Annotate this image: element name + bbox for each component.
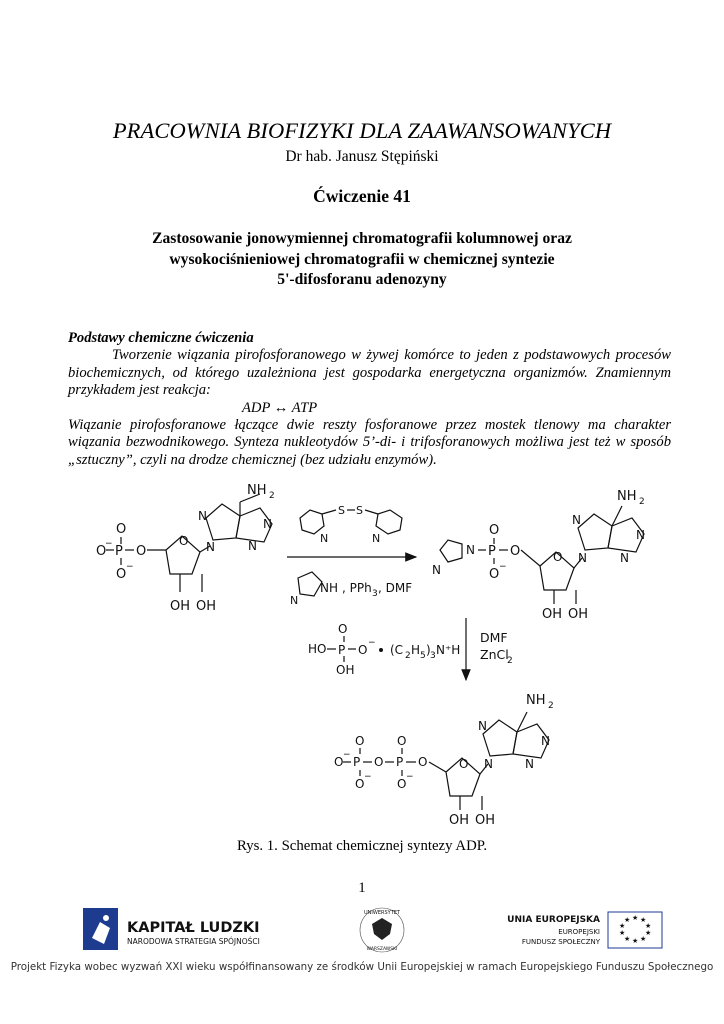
svg-text:★: ★ [624, 916, 631, 924]
svg-text:O: O [459, 757, 469, 771]
svg-text:O: O [355, 734, 365, 748]
kapital-ludzki-logo [83, 908, 260, 950]
svg-text:N⁺H: N⁺H [436, 643, 461, 657]
svg-text:N: N [620, 551, 629, 565]
svg-text:OH: OH [475, 813, 496, 828]
svg-text:★: ★ [640, 935, 647, 943]
svg-text:N: N [206, 540, 215, 554]
svg-text:N: N [541, 734, 550, 748]
svg-text:★: ★ [632, 937, 639, 945]
svg-text:): ) [426, 643, 431, 657]
svg-text:H: H [411, 643, 421, 657]
subscript-2: 2 [639, 497, 645, 507]
footer-logos [0, 900, 724, 960]
svg-text:5: 5 [420, 651, 426, 661]
university-ring-text: UNIWERSYTET [364, 910, 400, 916]
svg-text:O: O [338, 622, 348, 636]
university-seal-logo [360, 908, 404, 952]
svg-text:2: 2 [405, 651, 411, 661]
university-bottom-text: WARSZAWSKI [366, 947, 398, 952]
svg-text:O: O [116, 522, 127, 537]
svg-text:−: − [126, 562, 134, 572]
svg-text:O: O [489, 567, 500, 582]
subscript-2: 2 [507, 656, 513, 666]
reagent-pph-label: , PPh [342, 581, 372, 595]
svg-text:S: S [356, 504, 363, 517]
page-number: 1 [358, 880, 366, 896]
dipyridyl-disulfide [300, 504, 402, 545]
svg-text:O: O [510, 544, 521, 559]
svg-text:N: N [466, 543, 475, 557]
svg-text:−: − [406, 772, 414, 782]
eu-line3: FUNDUSZ SPOŁECZNY [521, 938, 600, 946]
svg-text:3: 3 [430, 651, 436, 661]
document-title: PRACOWNIA BIOFIZYKI DLA ZAAWANSOWANYCH [112, 118, 612, 143]
svg-text:NH: NH [320, 581, 338, 595]
svg-text:O: O [397, 777, 407, 791]
body-text [68, 330, 671, 469]
section-heading: Podstawy chemiczne ćwiczenia [68, 330, 254, 346]
svg-text:★: ★ [619, 922, 626, 930]
reaction-equation: ADP ↔ ATP [242, 399, 318, 416]
kapital-title: KAPITAŁ LUDZKI [127, 920, 260, 936]
svg-text:NH: NH [526, 693, 546, 708]
svg-text:−: − [364, 772, 372, 782]
svg-text:★: ★ [645, 929, 652, 937]
svg-text:NH: NH [247, 483, 267, 498]
synthesis-scheme [0, 470, 724, 830]
svg-text:P: P [115, 544, 123, 559]
svg-text:O: O [136, 544, 147, 559]
svg-text:−: − [343, 750, 351, 760]
condition-dmf: DMF [480, 630, 508, 645]
svg-text:OH: OH [196, 599, 217, 614]
svg-text:N: N [248, 539, 257, 553]
exercise-number: Ćwiczenie 41 [313, 186, 411, 206]
svg-text:O: O [397, 734, 407, 748]
svg-text:N: N [290, 594, 299, 607]
amp-molecule [96, 483, 275, 614]
svg-text:N: N [484, 757, 493, 771]
svg-text:P: P [396, 755, 404, 769]
svg-text:O: O [358, 643, 368, 657]
svg-text:N: N [572, 513, 581, 527]
author-name: Dr hab. Janusz Stępiński [285, 148, 439, 165]
svg-text:★: ★ [640, 916, 647, 924]
svg-text:N: N [636, 528, 645, 542]
eu-line2: EUROPEJSKI [558, 928, 600, 936]
svg-text:NH: NH [617, 489, 637, 504]
svg-text:N: N [263, 517, 272, 531]
svg-text:−: − [499, 562, 507, 572]
svg-text:O: O [553, 550, 563, 564]
paragraph: Tworzenie wiązania pirofosforanowego w żywej komórce to jeden z podstawowych procesów biochemicznych, od którego uzależniona jest gospodarka energetyczna organizmów. Znamiennym przykładem jest reakcja: [68, 347, 671, 399]
footer-project-text: Projekt Fizyka wobec wyzwań XXI wieku współfinansowany ze środków Unii Europejskiej w ramach Europejskiego Funduszu Społecznego [10, 961, 714, 973]
paragraph: Wiązanie pirofosforanowe łączące dwie reszty fosforanowe przez mostek tlenowy ma charakter wiązania bezwodnikowego. Synteza nukleotydów 5’-di- i trifosforanowych możliwa jest też w sposób „sztuczny”, czyli na drodze chemicznej (bez udziału enzymów). [68, 417, 671, 468]
imidazole-reagent [290, 572, 412, 607]
kapital-subtitle: NARODOWA STRATEGIA SPÓJNOŚCI [127, 937, 260, 946]
svg-text:−: − [368, 638, 376, 648]
svg-text:N: N [432, 563, 441, 577]
svg-text:OH: OH [170, 599, 191, 614]
svg-text:N: N [372, 532, 381, 545]
svg-text:O: O [355, 777, 365, 791]
subject-line: 5'-difosforanu adenozyny [277, 271, 447, 288]
svg-text:OH: OH [568, 607, 589, 622]
svg-text:O: O [374, 755, 384, 769]
svg-text:★: ★ [624, 935, 631, 943]
svg-text:P: P [488, 544, 496, 559]
svg-text:OH: OH [542, 607, 563, 622]
svg-text:O: O [96, 544, 107, 559]
eu-logo [507, 912, 662, 948]
svg-text:N: N [198, 509, 207, 523]
svg-text:★: ★ [645, 922, 652, 930]
figure-caption: Rys. 1. Schemat chemicznej syntezy ADP. [236, 838, 488, 854]
svg-text:N: N [578, 551, 587, 565]
svg-text:O: O [418, 755, 428, 769]
subscript-2: 2 [269, 491, 275, 501]
exercise-subject [0, 229, 724, 291]
svg-text:N: N [525, 757, 534, 771]
svg-text:O: O [489, 523, 500, 538]
condition-zncl2: ZnCl [480, 647, 509, 662]
svg-text:S: S [338, 504, 345, 517]
phosphate-salt [308, 622, 460, 677]
svg-text:O: O [179, 534, 189, 548]
triethylammonium-label: (C [390, 643, 404, 657]
reagent-dmf-label: , DMF [378, 581, 413, 595]
svg-text:N: N [478, 719, 487, 733]
svg-text:N: N [320, 532, 329, 545]
svg-text:OH: OH [336, 663, 355, 677]
svg-text:HO: HO [308, 642, 327, 656]
imidazolide-molecule [432, 489, 645, 622]
svg-text:O: O [334, 755, 344, 769]
eu-title: UNIA EUROPEJSKA [507, 915, 600, 925]
subject-line: wysokociśnieniowej chromatografii w chemicznej syntezie [169, 250, 555, 268]
subscript-3: 3 [372, 589, 378, 599]
svg-text:P: P [353, 755, 361, 769]
subscript-2: 2 [548, 701, 554, 711]
svg-text:−: − [105, 539, 113, 549]
svg-text:O: O [116, 567, 127, 582]
svg-text:★: ★ [632, 914, 639, 922]
subject-line: Zastosowanie jonowymiennej chromatografii kolumnowej oraz [152, 230, 572, 247]
svg-text:P: P [338, 643, 346, 657]
adp-molecule [334, 693, 554, 828]
svg-text:★: ★ [619, 929, 626, 937]
svg-text:OH: OH [449, 813, 470, 828]
